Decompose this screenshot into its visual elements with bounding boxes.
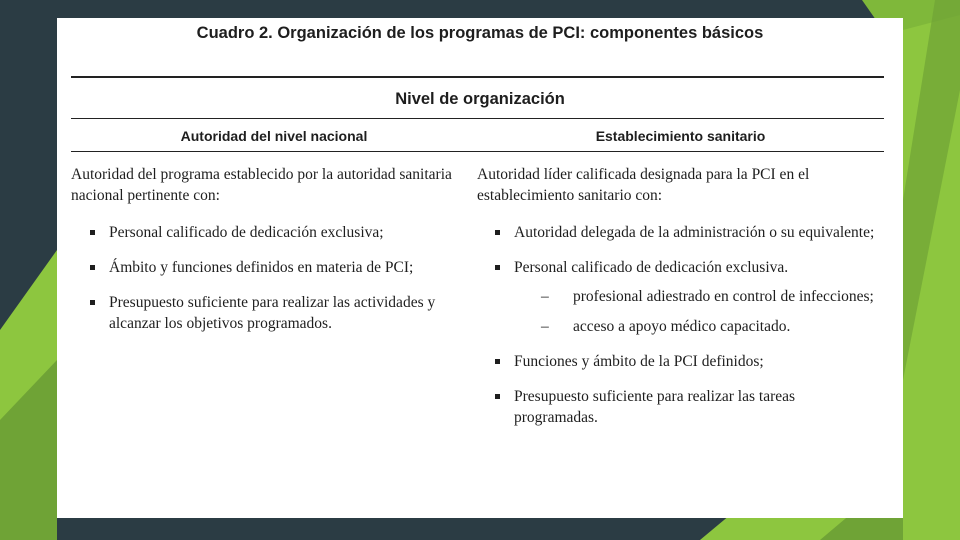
list-item: Presupuesto suficiente para realizar las actividades y alcanzar los objetivos programados. [71,292,471,334]
square-bullet-icon [90,265,95,270]
list-item: Autoridad delegada de la administración o su equivalente; [477,222,882,243]
bullet-list [477,222,882,428]
square-bullet-icon [90,300,95,305]
column-header-national: Autoridad del nivel nacional [180,128,368,144]
column-header-facility: Establecimiento sanitario [595,128,766,144]
sub-list-item: – profesional adiestrado en control de infecciones; [541,288,874,305]
dash-bullet-icon: – [541,288,549,305]
top-rule [71,76,884,78]
document-table [57,18,903,518]
list-item: Personal calificado de dedicación exclusiva; [71,222,471,243]
list-item: Funciones y ámbito de la PCI definidos; [477,351,882,372]
square-bullet-icon [90,230,95,235]
square-bullet-icon [495,394,500,399]
header-rule [71,151,884,152]
square-bullet-icon [495,265,500,270]
list-item: Ámbito y funciones definidos en materia de PCI; [71,257,471,278]
square-bullet-icon [495,359,500,364]
dash-bullet-icon: – [541,318,549,335]
column-facility [477,164,882,442]
list-item: Presupuesto suficiente para realizar las tareas programadas. [477,386,882,428]
square-bullet-icon [495,230,500,235]
section-title: Nivel de organización [395,90,565,108]
bullet-list [71,222,471,334]
list-item: Personal calificado de dedicación exclusiva. – profesional adiestrado en control de infecciones; – acceso a apoyo médico capacitado. [477,257,882,337]
sub-bullet-list [514,286,882,337]
column-national [71,164,471,348]
column-intro: Autoridad del programa establecido por la autoridad sanitaria nacional pertinente con: [71,166,452,204]
sub-list-item: – acceso a apoyo médico capacitado. [541,318,791,335]
column-intro: Autoridad líder calificada designada para la PCI en el establecimiento sanitario con: [477,166,810,204]
document-title: Cuadro 2. Organización de los programas de PCI: componentes básicos [196,24,764,42]
section-rule [71,118,884,119]
